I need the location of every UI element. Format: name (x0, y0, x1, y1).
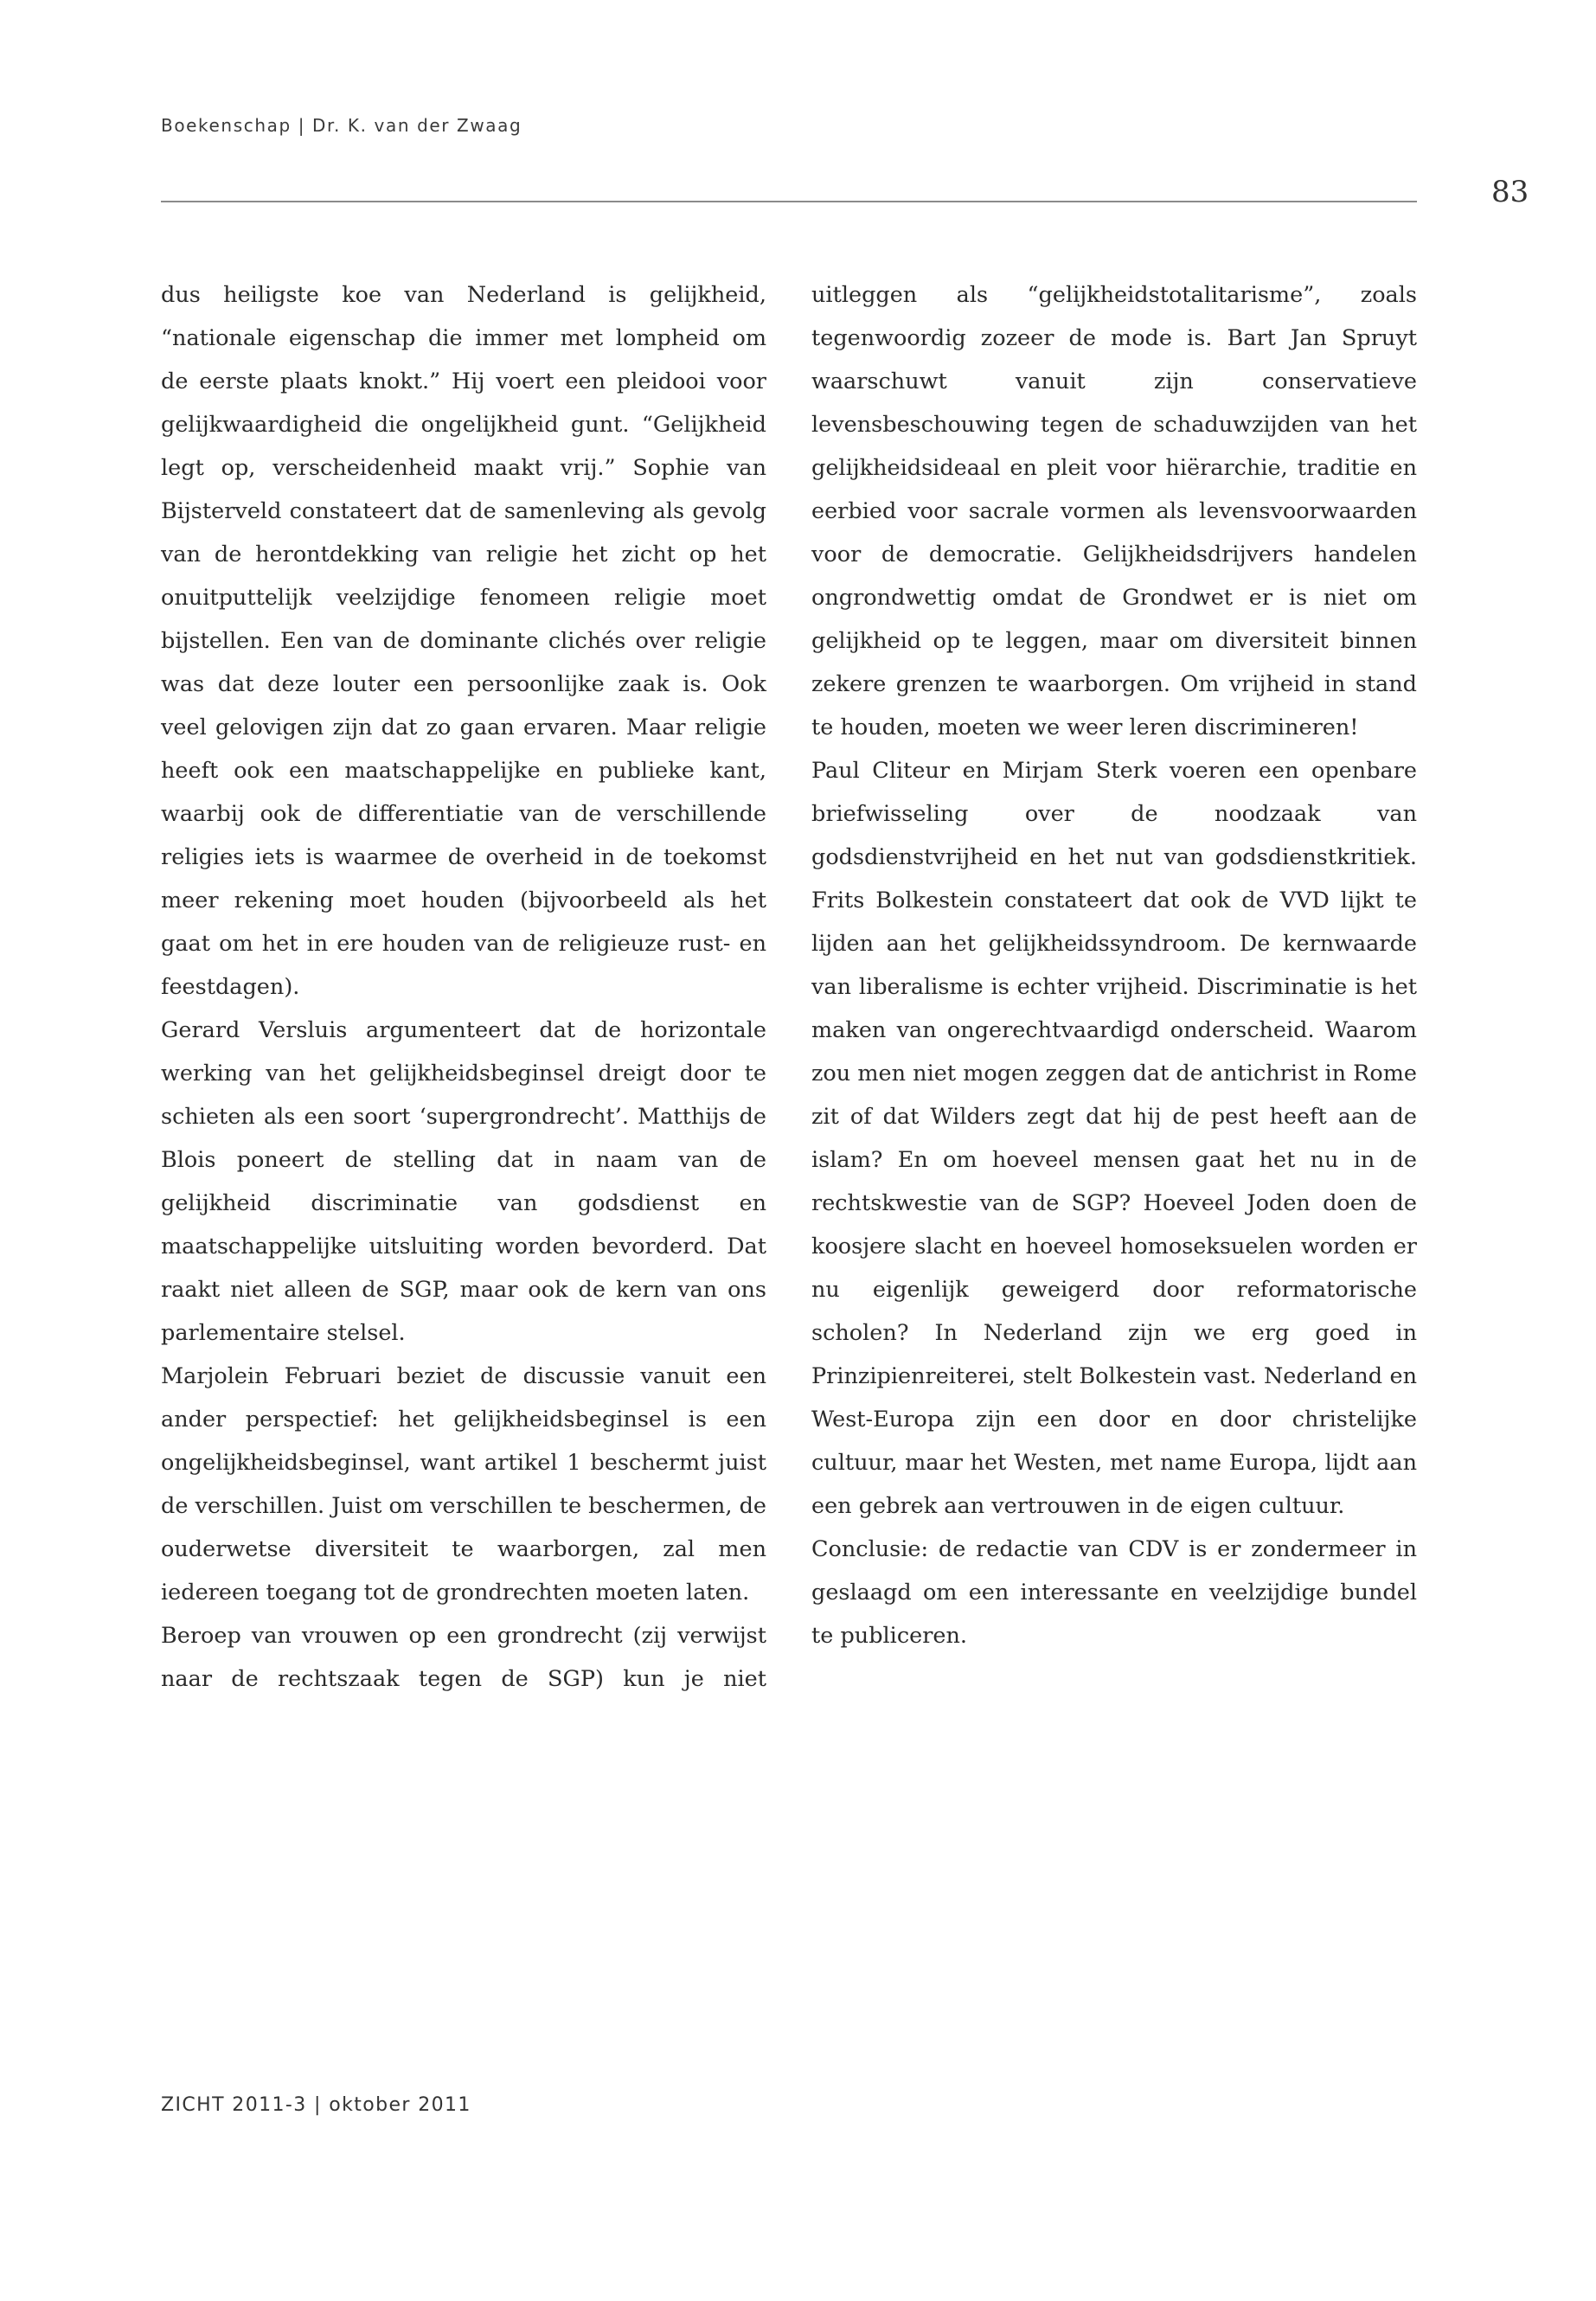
paragraph: Paul Cliteur en Mirjam Sterk voeren een openbare briefwisseling over de noodzaak van godsdienstvrijheid en het nut van godsdienstkritiek. Frits Bolkestein constateert dat ook de VVD lijkt te lijden aan het gelijkheidssyndroom. De kernwaarde van liberalisme is echter vrijheid. Discriminatie is het maken van ongerechtvaardigd onderscheid. Waarom zou men niet mogen zeggen dat de antichrist in Rome zit of dat Wilders zegt dat hij de pest heeft aan de islam? En om hoeveel mensen gaat het nu in de rechtskwestie van de SGP? Hoeveel Joden doen de koosjere slacht en hoeveel homoseksuelen worden er nu eigenlijk geweigerd door reformatorische scholen? In Nederland zijn we erg goed in Prinzipienreiterei, stelt Bolkestein vast. Nederland en West-Europa zijn een door en door christelijke cultuur, maar het Westen, met name Europa, lijdt aan een gebrek aan vertrouwen in de eigen cultuur. (811, 758, 1417, 1519)
footer-issue: ZICHT 2011-3 | oktober 2011 (161, 2094, 471, 2116)
running-head: Boekenschap | Dr. K. van der Zwaag (161, 115, 522, 136)
paragraph: uitleggen als “gelijkheidstotalitarisme”, zoals tegenwoordig zozeer de mode is. Bart Jan Spruyt waarschuwt vanuit zijn conservatieve levensbeschouwing tegen de schaduwzijden van het gelijkheidsideaal en pleit voor hiërarchie, traditie en eerbied voor sacrale vormen als levensvoorwaarden voor de democratie. Gelijkheidsdrijvers handelen ongrondwettig omdat de Grondwet er is niet om gelijkheid op te leggen, maar om diversiteit binnen zekere grenzen te waarborgen. Om vrijheid in stand te houden, moeten we weer leren discrimineren! (811, 282, 1417, 740)
right-column (811, 273, 1417, 1657)
paragraph: Marjolein Februari beziet de discussie vanuit een ander perspectief: het gelijkheidsbeginsel is een ongelijkheidsbeginsel, want artikel 1 beschermt juist de verschillen. Juist om verschillen te beschermen, de ouderwetse diversiteit te waarborgen, zal men iedereen toegang tot de grondrechten moeten laten. (161, 1363, 766, 1606)
paragraph: dus heiligste koe van Nederland is gelijkheid, “nationale eigenschap die immer met lompheid om de eerste plaats knokt.” Hij voert een pleidooi voor gelijkwaardigheid die ongelijkheid gunt. “Gelijkheid legt op, verscheidenheid maakt vrij.” Sophie van Bijsterveld constateert dat de samenleving als gevolg van de herontdekking van religie het zicht op het onuitputtelijk veelzijdige fenomeen religie moet bijstellen. Een van de dominante clichés over religie was dat deze louter een persoonlijke zaak is. Ook veel gelovigen zijn dat zo gaan ervaren. Maar religie heeft ook een maatschappelijke en publieke kant, waarbij ook de differentiatie van de verschillende religies iets is waarmee de overheid in de toekomst meer rekening moet houden (bijvoorbeeld als het gaat om het in ere houden van de religieuze rust- en feestdagen). (161, 282, 766, 1000)
header-rule (161, 201, 1417, 202)
paragraph-continued: Beroep van vrouwen op een grondrecht (zij verwijst naar de rechtszaak tegen de SGP) kun je niet (161, 1623, 766, 1692)
page-number: 83 (1491, 175, 1529, 209)
paragraph: Gerard Versluis argumenteert dat de horizontale werking van het gelijkheidsbeginsel dreigt door te schieten als een soort ‘supergrondrecht’. Matthijs de Blois poneert de stelling dat in naam van de gelijkheid discriminatie van godsdienst en maatschappelijke uitsluiting worden bevorderd. Dat raakt niet alleen de SGP, maar ook de kern van ons parlementaire stelsel. (161, 1017, 766, 1346)
left-column (161, 273, 766, 1701)
paragraph-conclusion: Conclusie: de redactie van CDV is er zondermeer in geslaagd om een interessante en veelzijdige bundel te publiceren. (811, 1536, 1417, 1649)
